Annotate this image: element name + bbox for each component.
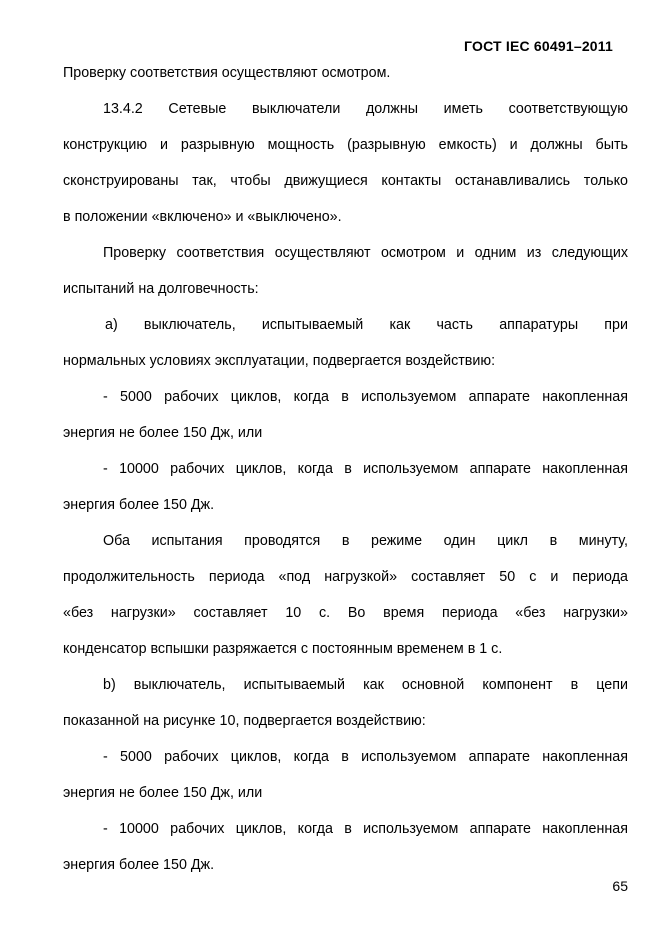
text-line-15: продолжительность периода «под нагрузкой» составляет 50 с и периода	[63, 569, 628, 585]
text-line-10: - 5000 рабочих циклов, когда в используемом аппарате накопленная	[103, 389, 628, 405]
text-line-19: показанной на рисунке 10, подвергается воздействию:	[63, 713, 426, 729]
text-line-18: b) выключатель, испытываемый как основной компонент в цепи	[103, 677, 628, 693]
text-line-12: - 10000 рабочих циклов, когда в используемом аппарате накопленная	[103, 461, 628, 477]
text-line-16: «без нагрузки» составляет 10 с. Во время периода «без нагрузки»	[63, 605, 628, 621]
text-line-22: - 10000 рабочих циклов, когда в используемом аппарате накопленная	[103, 821, 628, 837]
text-line-5: в положении «включено» и «выключено».	[63, 209, 342, 225]
text-line-6: Проверку соответствия осуществляют осмотром и одним из следующих	[103, 245, 628, 261]
text-line-23: энергия более 150 Дж.	[63, 857, 215, 873]
text-line-3: конструкцию и разрывную мощность (разрывную емкость) и должны быть	[63, 137, 628, 153]
page-number: 65	[612, 878, 628, 894]
text-line-17: конденсатор вспышки разряжается с постоянным временем в 1 с.	[63, 641, 503, 657]
text-line-7: испытаний на долговечность:	[63, 281, 259, 297]
text-line-1: Проверку соответствия осуществляют осмотром.	[63, 65, 391, 81]
text-line-9: нормальных условиях эксплуатации, подвергается воздействию:	[63, 353, 496, 369]
text-line-14: Оба испытания проводятся в режиме один цикл в минуту,	[103, 533, 628, 549]
text-line-20: - 5000 рабочих циклов, когда в используемом аппарате накопленная	[103, 749, 628, 765]
text-line-13: энергия более 150 Дж.	[63, 497, 215, 513]
text-line-4: сконструированы так, чтобы движущиеся контакты останавливались только	[63, 173, 628, 189]
standard-header: ГОСТ IEC 60491–2011	[464, 38, 613, 54]
text-line-11: энергия не более 150 Дж, или	[63, 425, 263, 441]
text-line-21: энергия не более 150 Дж, или	[63, 785, 263, 801]
text-line-8: а) выключатель, испытываемый как часть аппаратуры при	[105, 317, 628, 333]
text-line-2: 13.4.2 Сетевые выключатели должны иметь соответствующую	[103, 101, 628, 117]
